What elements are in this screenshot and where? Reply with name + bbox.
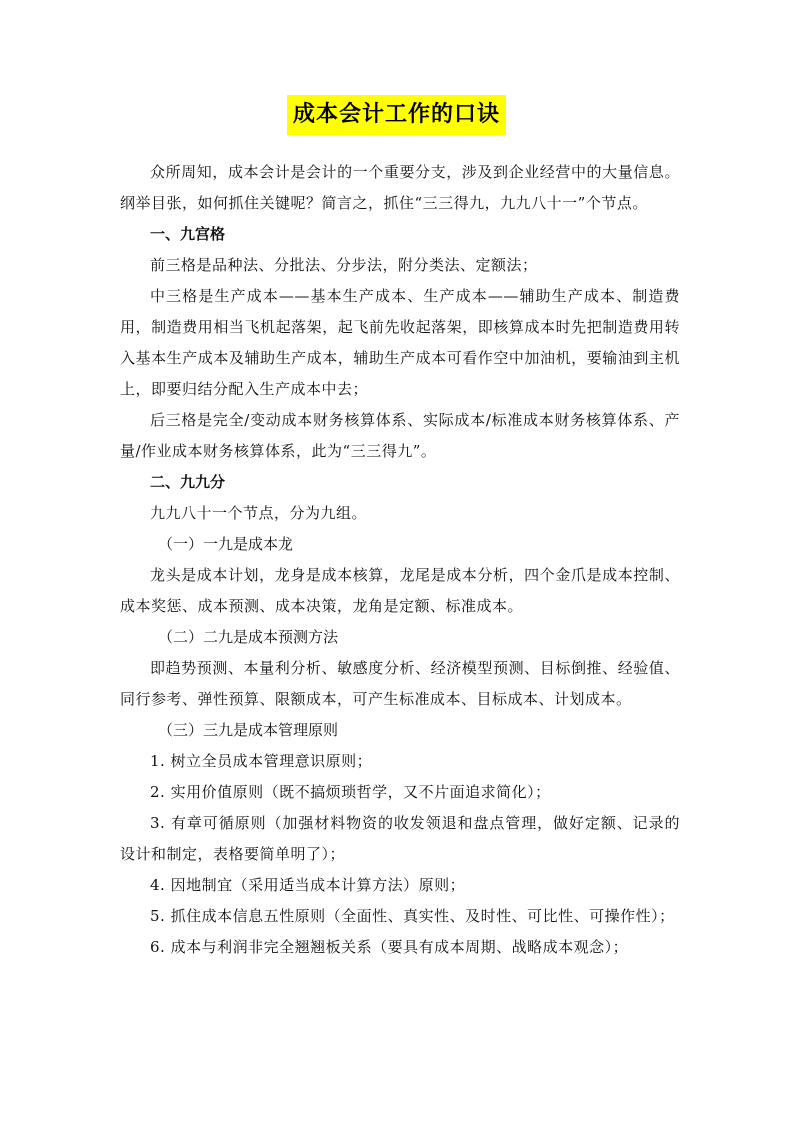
section1-paragraph-2: 中三格是生产成本——基本生产成本、生产成本——辅助生产成本、制造费用，制造费用相当飞机起落架，起飞前先收起落架，即核算成本时先把制造费用转入基本生产成本及辅助生产成本，辅助生产成本可看作空中加油机，要输油到主机上，即要归结分配入生产成本中去； bbox=[120, 287, 680, 398]
principle-item: 4. 因地制宜（采用适当成本计算方法）原则； bbox=[150, 876, 466, 894]
section1-paragraph-3: 后三格是完全/变动成本财务核算体系、实际成本/标准成本财务核算体系、产量/作业成本财务核算体系，此为“三三得九”。 bbox=[120, 411, 680, 460]
section-heading-1: 一、九宫格 bbox=[150, 225, 226, 243]
principle-item: 5. 抓住成本信息五性原则（全面性、真实性、及时性、可比性、可操作性）； bbox=[150, 907, 675, 925]
principle-item: 1. 树立全员成本管理意识原则； bbox=[150, 752, 373, 770]
principle-item: 2. 实用价值原则（既不搞烦琐哲学，又不片面追求简化）； bbox=[150, 783, 551, 801]
group2-text: 即趋势预测、本量利分析、敏感度分析、经济模型预测、目标倒推、经验值、同行参考、弹性预算、限额成本，可产生标准成本、目标成本、计划成本。 bbox=[120, 659, 680, 708]
principle-item: 6. 成本与利润非完全翘翘板关系（要具有成本周期、战略成本观念）； bbox=[150, 938, 629, 956]
section2-paragraph-1: 九九八十一个节点，分为九组。 bbox=[150, 504, 368, 522]
section1-paragraph-1: 前三格是品种法、分批法、分步法，附分类法、定额法； bbox=[150, 256, 538, 274]
group3-title: （三）三九是成本管理原则 bbox=[158, 721, 339, 739]
page-title: 成本会计工作的口诀 bbox=[287, 95, 506, 135]
group1-title: （一）一九是成本龙 bbox=[158, 535, 294, 553]
title-container bbox=[0, 95, 793, 135]
intro-paragraph: 众所周知，成本会计是会计的一个重要分支，涉及到企业经营中的大量信息。纲举目张，如何抓住关键呢？简言之，抓住“三三得九，九九八十一”个节点。 bbox=[120, 163, 680, 212]
group1-text: 龙头是成本计划，龙身是成本核算，龙尾是成本分析，四个金爪是成本控制、成本奖惩、成本预测、成本决策，龙角是定额、标准成本。 bbox=[120, 566, 680, 615]
section-heading-2: 二、九九分 bbox=[150, 473, 226, 491]
document-body bbox=[120, 157, 680, 963]
group2-title: （二）二九是成本预测方法 bbox=[158, 628, 339, 646]
principle-item: 3. 有章可循原则（加强材料物资的收发领退和盘点管理，做好定额、记录的设计和制定，表格要简单明了）； bbox=[120, 814, 680, 863]
